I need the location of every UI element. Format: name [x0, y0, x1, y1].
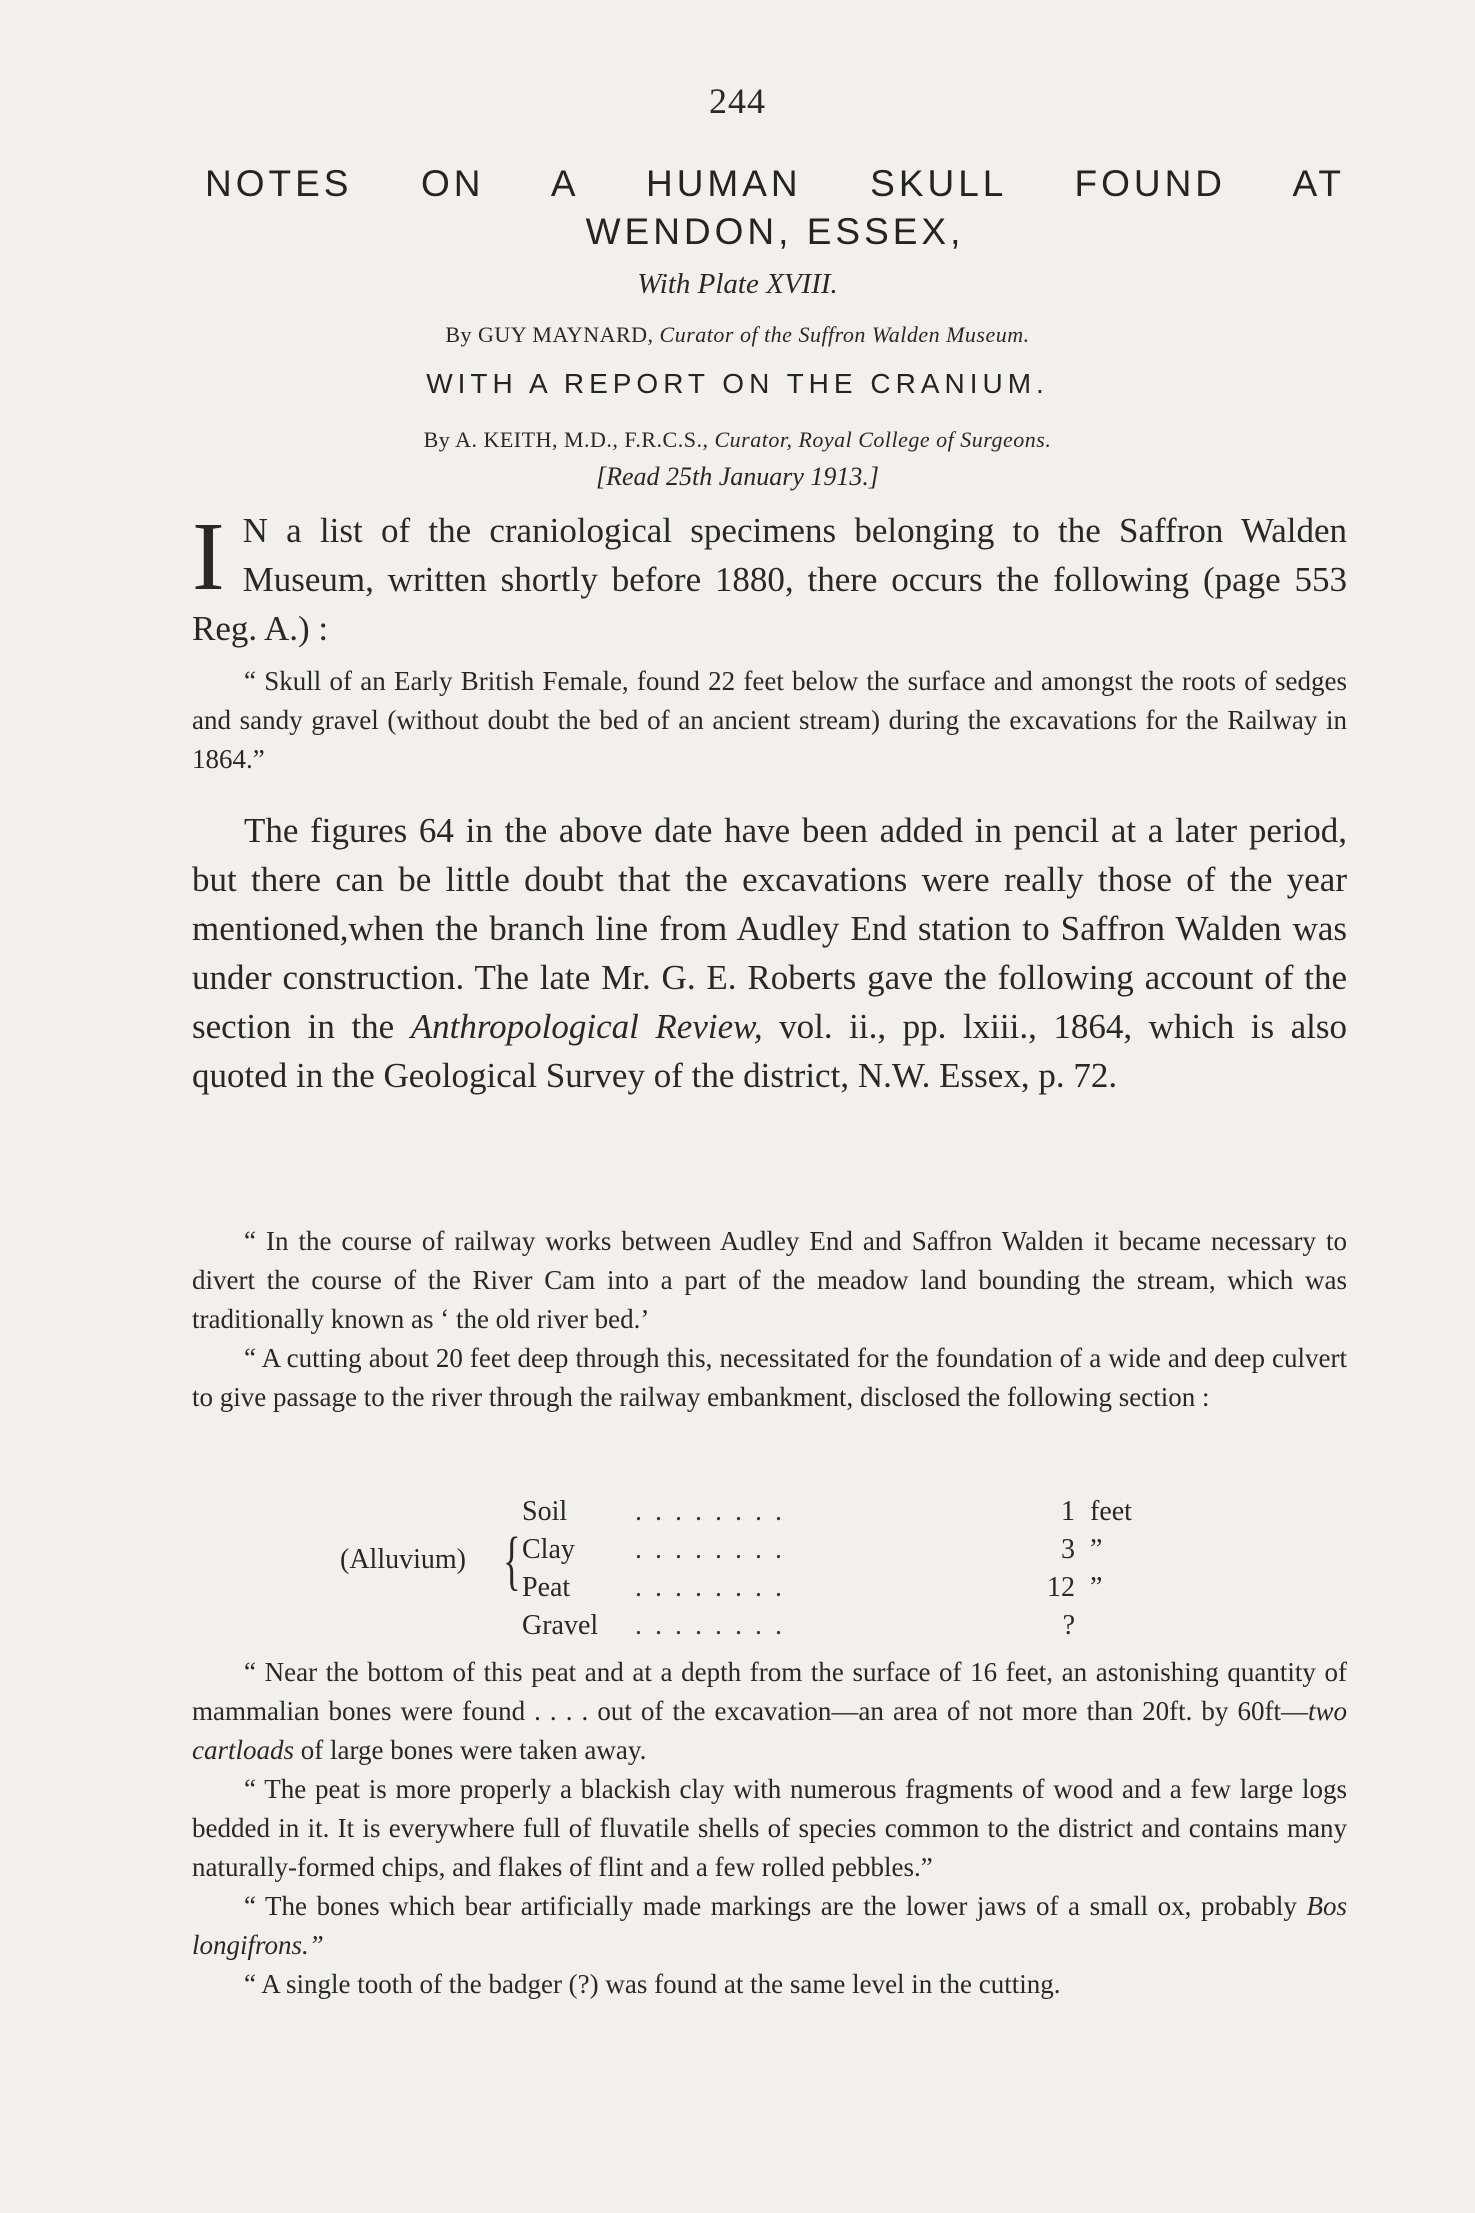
- article-title: [205, 160, 1345, 256]
- body-text-1: The figures 64 in the above date have been added in pencil at a later period, but there can be little doubt that the excavations were really those of the year mentioned,when the branch line from Audley End station to Saffron Walden was under construction. The late Mr. G. E. Roberts gave the following account of the section in the: [192, 811, 1347, 1046]
- drop-cap: I: [192, 503, 225, 611]
- author-name: By GUY MAYNARD,: [445, 322, 654, 347]
- page-number: 244: [709, 81, 766, 121]
- journal-title: Anthropological Review,: [410, 1007, 763, 1046]
- layer-name: Peat: [522, 1572, 571, 1603]
- author-role: Curator of the Suffron Walden Museum.: [659, 322, 1030, 347]
- author-byline: [0, 322, 1475, 348]
- leader-dots: . . . . . . . .: [635, 1534, 785, 1565]
- read-date: [Read 25th January 1913.]: [595, 462, 880, 491]
- bones-quote-p4: “ A single tooth of the badger (?) was found at the same level in the cutting.: [244, 1969, 1061, 1999]
- bones-quote-p1-end: of large bones were taken away.: [300, 1735, 647, 1765]
- leader-dots: . . . . . . . .: [635, 1610, 785, 1641]
- bones-quote-p3: [192, 1887, 1347, 1965]
- title-line-2: WENDON, ESSEX,: [585, 211, 965, 252]
- report-subtitle: WITH A REPORT ON THE CRANIUM.: [426, 368, 1049, 399]
- section-table: [330, 1496, 1150, 1648]
- table-row: [330, 1572, 1150, 1610]
- roberts-quote-p2: “ A cutting about 20 feet deep through this, necessitated for the foundation of a wide and deep culvert to give passage to the river through the railway embankment, disclosed the following section :: [192, 1343, 1347, 1412]
- layer-name: Soil: [522, 1496, 568, 1527]
- body-text-2: vol. ii., pp. lxiii., 1864, which is also quoted in the Geological Survey of the district, N.W. Essex, p. 72.: [192, 1007, 1348, 1095]
- brace-glyph: {: [503, 1524, 521, 1597]
- register-quote-text: “ Skull of an Early British Female, found 22 feet below the surface and amongst the roots of sedges and sandy gravel (without doubt the bed of an ancient stream) during the excavations for the Railway in 1864.”: [192, 666, 1347, 774]
- bones-quote-p2: “ The peat is more properly a blackish clay with numerous fragments of wood and a few large logs bedded in it. It is everywhere full of fluvatile shells of species common to the district and contains many naturally-formed chips, and flakes of flint and a few rolled pebbles.”: [192, 1774, 1347, 1882]
- layer-name: Clay: [522, 1534, 575, 1565]
- intro-paragraph: [192, 503, 1347, 653]
- roberts-quote: [192, 1222, 1347, 1417]
- register-quote: [192, 662, 1347, 779]
- layer-unit: ”: [1090, 1572, 1103, 1603]
- report-author-role: Curator, Royal College of Surgeons.: [714, 427, 1052, 452]
- plate-reference: With Plate XVIII.: [637, 268, 838, 300]
- body-paragraph: [192, 806, 1347, 1100]
- title-line-1: NOTES ON A HUMAN SKULL FOUND AT: [205, 163, 1345, 204]
- layer-depth: 3: [1061, 1534, 1075, 1565]
- table-row: [330, 1496, 1150, 1534]
- leader-dots: . . . . . . . .: [635, 1496, 785, 1527]
- roberts-quote-p1: “ In the course of railway works between Audley End and Saffron Walden it became necessary to divert the course of the River Cam into a part of the meadow land bounding the stream, which was traditionally known as ‘ the old river bed.’: [192, 1226, 1347, 1334]
- layer-unit: feet: [1090, 1496, 1132, 1527]
- layer-depth: 1: [1061, 1496, 1075, 1527]
- table-row: [330, 1610, 1150, 1648]
- alluvium-label: (Alluvium): [340, 1544, 466, 1575]
- leader-dots: . . . . . . . .: [635, 1572, 785, 1603]
- bones-quote: [192, 1653, 1347, 2004]
- report-byline: [0, 427, 1475, 453]
- layer-unit: ”: [1090, 1534, 1103, 1565]
- cartloads-italic: two cartloads: [192, 1696, 1347, 1765]
- layer-depth: 12: [1047, 1572, 1075, 1603]
- layer-depth: ?: [1062, 1610, 1075, 1641]
- bones-quote-p1-text: “ Near the bottom of this peat and at a depth from the surface of 16 feet, an astonishing quantity of mammalian bones were found . . . . out of the excavation—an area of not more than 20ft. by 60ft—: [192, 1657, 1347, 1726]
- layer-name: Gravel: [522, 1610, 599, 1641]
- bones-quote-p1: [192, 1653, 1347, 1770]
- report-author-name: By A. KEITH, M.D., F.R.C.S.,: [423, 427, 709, 452]
- bones-quote-p3-text: “ The bones which bear artificially made markings are the lower jaws of a small ox, probably: [244, 1891, 1297, 1921]
- intro-text: N a list of the craniological specimens belonging to the Saffron Walden Museum, written shortly before 1880, there occurs the following (page 553 Reg. A.) :: [192, 511, 1347, 648]
- species-name: Bos longifrons.”: [192, 1891, 1348, 1960]
